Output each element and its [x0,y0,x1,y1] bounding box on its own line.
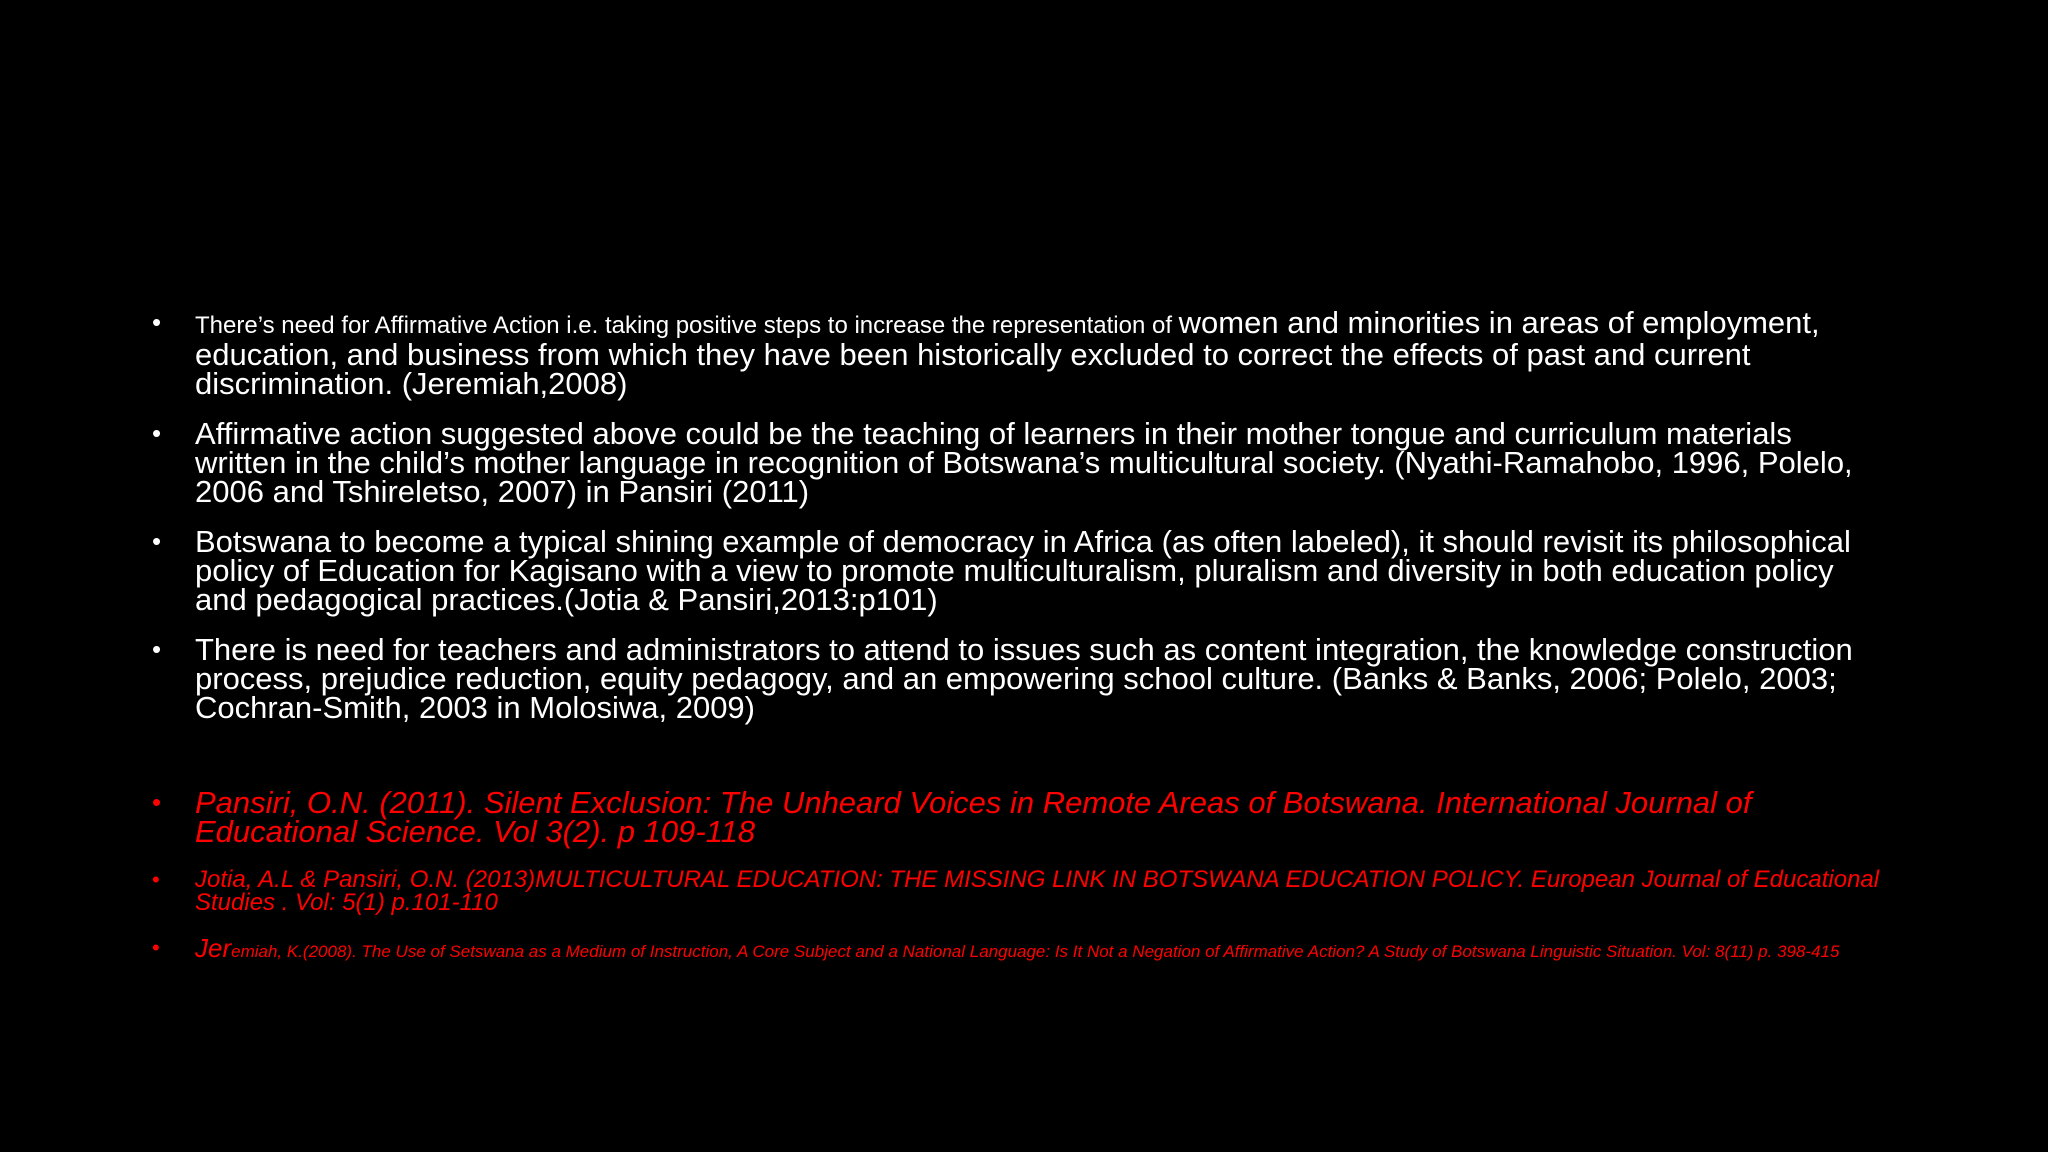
bullet-text: Botswana to become a typical shining example of democracy in Africa (as often labeled), it should revisit its philosophical policy of Education for Kagisano with a view to promote multiculturalism, pluralism and diversity in both education policy and pedagogical practices.(Jotia & Pansiri,2013:p101) [195,524,1851,617]
bullet-item-affirmative-action [150,305,1890,401]
reference-item-pansiri [150,785,1890,849]
reference-item-jotia [150,868,1890,914]
bullet-item-teachers [150,632,1890,725]
bullet-text-lead: There’s need for Affirmative Action i.e. taking positive steps to increase the representation of [195,312,1179,339]
bullet-text: There is need for teachers and administrators to attend to issues such as content integration, the knowledge construction process, prejudice reduction, equity pedagogy, and an empowering school culture. (Banks & Banks, 2006; Polelo, 2003; Cochran-Smith, 2003 in Molosiwa, 2009) [195,632,1853,725]
bullet-glyph: • [152,307,162,337]
reference-item-jeremiah [150,933,1890,964]
bullet-item-democracy [150,524,1890,617]
reference-list [150,785,1890,964]
reference-text: Pansiri, O.N. (2011). Silent Exclusion: The Unheard Voices in Remote Areas of Botswana. International Journal of Educational Science. Vol 3(2). p 109-118 [195,785,1752,849]
reference-text: Jotia, A.L & Pansiri, O.N. (2013)MULTICULTURAL EDUCATION: THE MISSING LINK IN BOTSWANA EDUCATION POLICY. European Journal of Educational Studies . Vol: 5(1) p.101-110 [195,866,1880,916]
bullet-glyph: • [152,418,162,448]
reference-text-lead: Jer [195,933,232,963]
bullet-glyph: • [152,867,160,892]
bullet-glyph: • [152,526,162,556]
bullet-list [150,305,1890,743]
bullet-item-mother-tongue [150,416,1890,509]
bullet-glyph: • [152,935,160,960]
bullet-glyph: • [152,634,162,664]
bullet-text: women and minorities in areas of employment, education, and business from which they have been historically excluded to correct the effects of past and current discrimination. (Jeremiah,2008) [195,305,1820,401]
bullet-glyph: • [152,787,162,817]
bullet-text: Affirmative action suggested above could be the teaching of learners in their mother tongue and curriculum materials written in the child’s mother language in recognition of Botswana’s multicultural society. (Nyathi-Ramahobo, 1996, Polelo, 2006 and Tshireletso, 2007) in Pansiri (2011) [195,416,1853,509]
reference-text: emiah, K.(2008). The Use of Setswana as a Medium of Instruction, A Core Subject and a National Language: Is It Not a Negation of Affirmative Action? A Study of Botswana Linguistic Situation. Vol: 8(11) p. 398-415 [231,942,1840,961]
